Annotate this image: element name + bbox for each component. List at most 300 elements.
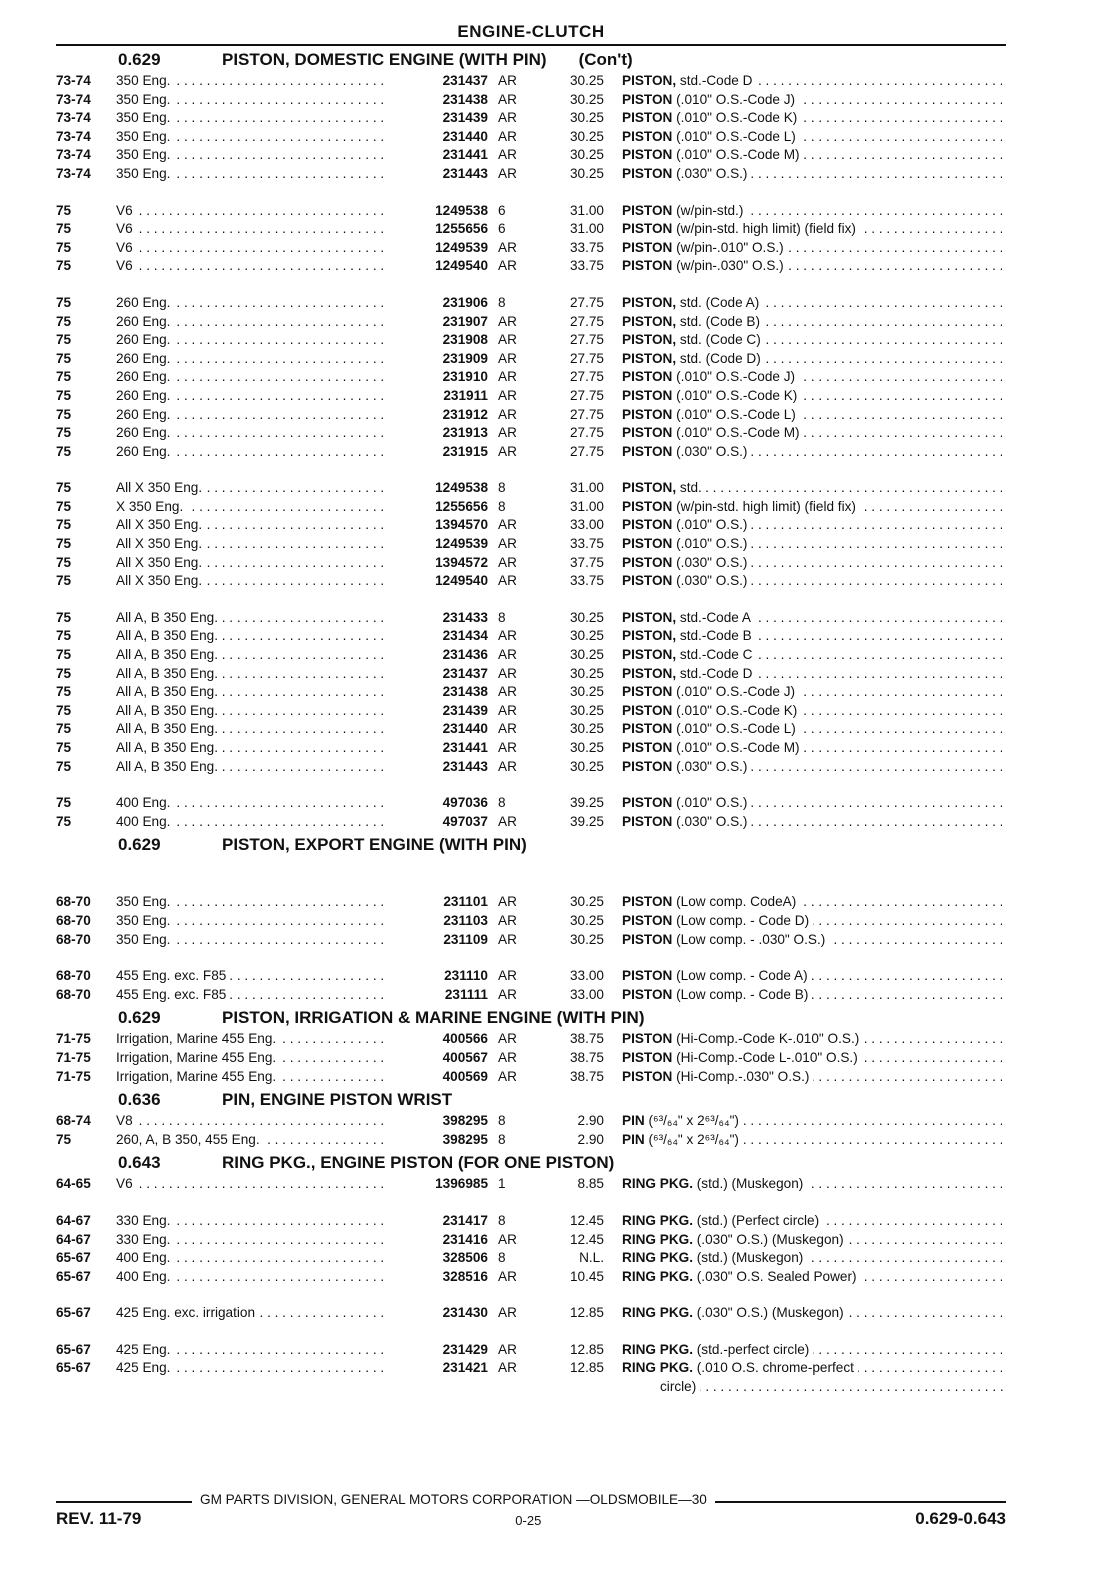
price-cell: 30.25 — [569, 665, 604, 681]
year-cell: 73-74 — [56, 91, 91, 107]
part-number-cell: 231110 — [444, 968, 488, 984]
table-row — [56, 1112, 1006, 1131]
description-cell — [622, 257, 1002, 276]
quantity-cell: AR — [498, 647, 517, 663]
application-cell — [116, 387, 388, 406]
description-detail: (.030" O.S. Sealed Power) — [696, 1268, 857, 1284]
quantity-cell: AR — [498, 147, 517, 163]
description-text — [622, 721, 800, 736]
description-keyword: RING PKG. — [622, 1341, 693, 1357]
description-keyword: PISTON — [622, 813, 673, 829]
application-cell — [116, 609, 388, 628]
part-number-cell: 231416 — [442, 1231, 488, 1247]
price-cell: 30.25 — [569, 128, 604, 144]
application-text: V6 — [116, 240, 137, 255]
description-cell — [622, 893, 1002, 912]
application-cell — [116, 91, 388, 110]
quantity-cell: AR — [498, 239, 517, 255]
description-keyword: PISTON, — [622, 628, 677, 644]
part-number-cell: 400567 — [442, 1049, 488, 1065]
application-cell — [116, 1112, 388, 1131]
description-text — [622, 610, 755, 625]
description-text — [622, 388, 801, 403]
price-cell: 30.25 — [569, 931, 604, 947]
quantity-cell: 8 — [498, 795, 506, 811]
description-detail: (w/pin-std. high limit) (field fix) — [676, 221, 856, 237]
application-cell — [116, 1268, 388, 1287]
price-cell: 30.25 — [569, 91, 604, 107]
table-row — [56, 202, 1006, 221]
year-cell: 71-75 — [56, 1031, 91, 1047]
application-cell — [116, 331, 388, 350]
year-cell: 68-70 — [56, 986, 91, 1002]
description-detail: std.-Code B — [679, 628, 752, 644]
description-text — [622, 536, 751, 551]
quantity-cell: AR — [498, 702, 517, 718]
description-cell — [622, 627, 1002, 646]
application-cell — [116, 146, 388, 165]
description-keyword: RING PKG. — [622, 1305, 693, 1321]
description-text — [622, 407, 800, 422]
price-cell: 31.00 — [569, 480, 604, 496]
description-keyword: PISTON — [622, 498, 673, 514]
footer-rule-right — [715, 1501, 1006, 1503]
price-cell: 30.25 — [569, 73, 604, 88]
table-row — [56, 720, 1006, 739]
description-text — [622, 1342, 813, 1357]
description-text — [622, 203, 747, 218]
part-number-cell: 231433 — [442, 609, 488, 625]
description-text — [622, 166, 751, 181]
application-cell — [116, 1341, 388, 1360]
table-row — [56, 794, 1006, 813]
table-row — [56, 1030, 1006, 1049]
application-text: All A, B 350 Eng. — [116, 759, 222, 774]
description-detail: std.-Code D — [679, 73, 753, 88]
price-cell: 33.75 — [569, 536, 604, 552]
application-text: Irrigation, Marine 455 Eng. — [116, 1031, 280, 1046]
description-text — [622, 684, 799, 699]
footer-range: 0.629-0.643 — [915, 1509, 1006, 1528]
application-cell — [116, 931, 388, 950]
year-cell: 73-74 — [56, 128, 91, 144]
price-cell: 38.75 — [569, 1068, 604, 1084]
price-cell: 33.00 — [569, 986, 604, 1002]
table-row — [56, 257, 1006, 276]
description-keyword: PISTON — [622, 221, 673, 237]
application-cell — [116, 1249, 388, 1268]
year-cell: 68-70 — [56, 912, 91, 928]
description-cell — [622, 498, 1002, 517]
price-cell: 33.75 — [569, 573, 604, 589]
part-number-cell: 231101 — [443, 894, 488, 910]
section-number: 0.629 — [118, 1008, 161, 1028]
application-text: V6 — [116, 1176, 137, 1191]
description-detail: (Hi-Comp.-Code K-.010" O.S.) — [676, 1031, 860, 1047]
application-text: 260, A, B 350, 455 Eng. — [116, 1132, 264, 1147]
application-cell — [116, 627, 388, 646]
year-cell: 75 — [56, 517, 72, 533]
table-row — [56, 739, 1006, 758]
part-number-cell: 1249538 — [435, 480, 488, 496]
year-cell: 75 — [56, 202, 72, 218]
description-text — [622, 129, 800, 144]
quantity-cell: AR — [498, 554, 517, 570]
description-cell — [622, 758, 1002, 777]
application-cell — [116, 479, 388, 498]
table-row — [56, 572, 1006, 591]
part-number-cell: 231437 — [442, 665, 488, 681]
group-spacer — [56, 591, 1006, 609]
description-cell — [622, 516, 1002, 535]
description-cell — [622, 986, 1002, 1005]
price-cell: 30.25 — [569, 110, 604, 126]
price-cell: 33.00 — [569, 968, 604, 984]
description-text — [622, 666, 756, 681]
description-text — [622, 73, 756, 88]
description-cell — [622, 128, 1002, 147]
year-cell: 68-70 — [56, 968, 91, 984]
part-number-cell: 231111 — [444, 986, 488, 1002]
application-text: 260 Eng. — [116, 369, 174, 384]
quantity-cell: AR — [498, 73, 517, 88]
section-heading — [118, 50, 1006, 70]
year-cell: 75 — [56, 406, 72, 422]
table-row — [56, 986, 1006, 1005]
quantity-cell: AR — [498, 986, 517, 1002]
part-number-cell: 398295 — [442, 1113, 488, 1129]
price-cell: 27.75 — [569, 425, 604, 441]
description-text — [622, 332, 765, 347]
application-text: V6 — [116, 203, 137, 218]
part-number-cell: 231440 — [442, 128, 488, 144]
part-number-cell: 231915 — [442, 443, 488, 459]
quantity-cell: 8 — [498, 1113, 506, 1129]
description-cell — [622, 967, 1002, 986]
description-detail: (.010" O.S.-Code L) — [676, 721, 796, 737]
quantity-cell: AR — [498, 258, 517, 274]
quantity-cell: AR — [498, 1305, 517, 1321]
year-cell: 75 — [56, 609, 72, 625]
description-keyword: RING PKG. — [622, 1268, 693, 1284]
part-number-cell: 231429 — [442, 1341, 488, 1357]
quantity-cell: AR — [498, 573, 517, 589]
price-cell: 30.25 — [569, 721, 604, 737]
description-keyword: PISTON — [622, 702, 673, 718]
description-text — [622, 221, 860, 236]
year-cell: 75 — [56, 221, 72, 237]
quantity-cell: AR — [498, 387, 517, 403]
application-cell — [116, 72, 388, 91]
year-cell: 65-67 — [56, 1360, 91, 1376]
description-cell — [622, 572, 1002, 591]
description-continued: circle) — [660, 1379, 700, 1394]
group-spacer — [56, 276, 1006, 294]
page-footer — [56, 1492, 1006, 1529]
price-cell: 30.25 — [569, 628, 604, 644]
price-cell: 31.00 — [569, 202, 604, 218]
description-text — [622, 295, 763, 310]
application-text: V8 — [116, 1113, 137, 1128]
description-keyword: PISTON, — [622, 609, 677, 625]
description-cell — [622, 1341, 1002, 1360]
description-text — [622, 1360, 858, 1375]
description-cell — [660, 1378, 1006, 1397]
application-text: 350 Eng. — [116, 147, 174, 162]
description-keyword: RING PKG. — [622, 1360, 693, 1376]
description-text — [622, 1176, 807, 1191]
price-cell: 30.25 — [569, 702, 604, 718]
description-detail: (.010" O.S.-Code K) — [676, 387, 798, 403]
table-row — [56, 758, 1006, 777]
price-cell: 30.25 — [569, 684, 604, 700]
description-text — [622, 351, 765, 366]
application-cell — [116, 554, 388, 573]
description-detail: (std.-perfect circle) — [696, 1341, 810, 1357]
description-text — [622, 314, 764, 329]
description-detail: std. (Code D) — [679, 350, 761, 366]
description-cell — [622, 665, 1002, 684]
table-row — [56, 239, 1006, 258]
table-row — [56, 1304, 1006, 1323]
application-cell — [116, 1068, 388, 1087]
description-keyword: PISTON — [622, 239, 673, 255]
part-number-cell: 1394570 — [435, 517, 488, 533]
description-cell — [622, 331, 1002, 350]
quantity-cell: AR — [498, 968, 517, 984]
description-text — [622, 92, 799, 107]
part-number-cell: 231439 — [442, 110, 488, 126]
table-row — [56, 128, 1006, 147]
quantity-cell: AR — [498, 912, 517, 928]
application-text: All A, B 350 Eng. — [116, 610, 222, 625]
part-number-cell: 1249539 — [435, 239, 488, 255]
table-row — [56, 813, 1006, 832]
application-text: 260 Eng. — [116, 407, 174, 422]
footer-division: GM PARTS DIVISION, GENERAL MOTORS CORPORATION —OLDSMOBILE—30 — [200, 1492, 707, 1507]
year-cell: 75 — [56, 721, 72, 737]
quantity-cell: 1 — [498, 1176, 506, 1192]
description-text — [622, 1132, 743, 1147]
price-cell: 38.75 — [569, 1031, 604, 1047]
quantity-cell: AR — [498, 443, 517, 459]
quantity-cell: 8 — [498, 1212, 506, 1228]
section-title: RING PKG., ENGINE PISTON (FOR ONE PISTON) — [222, 1153, 615, 1173]
year-cell: 75 — [56, 425, 72, 441]
table-row — [56, 554, 1006, 573]
description-cell — [622, 1212, 1002, 1231]
year-cell: 71-75 — [56, 1049, 91, 1065]
section-number: 0.643 — [118, 1153, 161, 1173]
quantity-cell: 8 — [498, 1131, 506, 1147]
description-keyword: PISTON — [622, 986, 673, 1002]
quantity-cell: AR — [498, 665, 517, 681]
application-cell — [116, 516, 388, 535]
year-cell: 75 — [56, 758, 72, 774]
description-keyword: PIN — [622, 1131, 645, 1147]
table-row — [56, 646, 1006, 665]
part-number-cell: 328516 — [442, 1268, 488, 1284]
application-cell — [116, 1175, 388, 1194]
table-row — [56, 1268, 1006, 1287]
year-cell: 65-67 — [56, 1305, 91, 1321]
description-detail: (.030" O.S.) — [676, 443, 748, 459]
price-cell: 27.75 — [569, 350, 604, 366]
section-heading — [118, 1153, 1006, 1173]
application-text: 260 Eng. — [116, 314, 174, 329]
description-detail: std.-Code C — [679, 647, 753, 663]
description-text — [622, 1069, 813, 1084]
catalog-page — [56, 20, 1006, 1397]
quantity-cell: AR — [498, 1360, 517, 1376]
description-text — [622, 894, 800, 909]
application-text: 330 Eng. — [116, 1232, 174, 1247]
description-detail: (.010" O.S.-Code J) — [676, 369, 796, 385]
description-detail: std.-Code D — [679, 665, 753, 681]
quantity-cell: AR — [498, 313, 517, 329]
table-row — [56, 350, 1006, 369]
price-cell: 12.45 — [569, 1231, 604, 1247]
group-spacer — [56, 949, 1006, 967]
description-cell — [622, 443, 1002, 462]
description-cell — [622, 1268, 1002, 1287]
quantity-cell: 8 — [498, 294, 506, 310]
description-keyword: PISTON — [622, 202, 673, 218]
year-cell: 65-67 — [56, 1250, 91, 1266]
group-spacer — [56, 1194, 1006, 1212]
application-cell — [116, 986, 388, 1005]
table-row — [56, 683, 1006, 702]
description-detail: std. (Code C) — [679, 332, 761, 348]
year-cell: 73-74 — [56, 110, 91, 126]
application-cell — [116, 443, 388, 462]
application-cell — [116, 350, 388, 369]
description-detail: (Low comp. - Code D) — [676, 912, 810, 928]
year-cell: 75 — [56, 369, 72, 385]
application-text: All X 350 Eng. — [116, 573, 206, 588]
application-text: 350 Eng. — [116, 73, 174, 88]
price-cell: 38.75 — [569, 1049, 604, 1065]
description-detail: (.010" O.S.-Code J) — [676, 91, 796, 107]
quantity-cell: AR — [498, 110, 517, 126]
application-text: 350 Eng. — [116, 110, 174, 125]
price-cell: 33.00 — [569, 517, 604, 533]
description-text — [622, 932, 829, 947]
description-keyword: PISTON — [622, 758, 673, 774]
quantity-cell: 8 — [498, 609, 506, 625]
part-number-cell: 497036 — [442, 795, 488, 811]
application-cell — [116, 128, 388, 147]
description-keyword: PISTON — [622, 147, 673, 163]
description-cell — [622, 424, 1002, 443]
description-text — [622, 628, 756, 643]
description-cell — [622, 1304, 1002, 1323]
application-cell — [116, 758, 388, 777]
section-number: 0.629 — [118, 50, 161, 69]
part-number-cell: 231434 — [442, 628, 488, 644]
part-number-cell: 231438 — [442, 684, 488, 700]
year-cell: 68-70 — [56, 931, 91, 947]
description-cell — [622, 479, 1002, 498]
quantity-cell: AR — [498, 721, 517, 737]
description-cell — [622, 535, 1002, 554]
application-text: All X 350 Eng. — [116, 517, 206, 532]
application-cell — [116, 683, 388, 702]
part-number-cell: 231440 — [442, 721, 488, 737]
group-spacer — [56, 776, 1006, 794]
application-cell — [116, 912, 388, 931]
table-row — [56, 1341, 1006, 1360]
application-cell — [116, 720, 388, 739]
application-cell — [116, 239, 388, 258]
description-keyword: PISTON — [622, 406, 673, 422]
application-text: X 350 Eng. — [116, 499, 187, 514]
description-keyword: PISTON — [622, 128, 673, 144]
price-cell: 39.25 — [569, 795, 604, 811]
quantity-cell: AR — [498, 425, 517, 441]
table-row — [56, 406, 1006, 425]
description-text — [622, 968, 812, 983]
price-cell: 12.45 — [569, 1212, 604, 1228]
price-cell: 30.25 — [569, 894, 604, 910]
application-cell — [116, 702, 388, 721]
application-cell — [116, 220, 388, 239]
description-cell — [622, 1112, 1002, 1131]
description-detail: (.010 O.S. chrome-perfect — [696, 1360, 854, 1376]
application-cell — [116, 498, 388, 517]
description-cell — [622, 294, 1002, 313]
description-text — [622, 1232, 848, 1247]
description-detail: (std.) (Perfect circle) — [696, 1212, 820, 1228]
description-cell — [622, 406, 1002, 425]
description-text — [622, 1113, 743, 1128]
price-cell: 30.25 — [569, 758, 604, 774]
description-text — [622, 759, 751, 774]
description-cell — [622, 202, 1002, 221]
quantity-cell: AR — [498, 758, 517, 774]
description-keyword: PIN — [622, 1113, 645, 1129]
quantity-cell: AR — [498, 1031, 517, 1047]
section-title: PIN, ENGINE PISTON WRIST — [222, 1090, 453, 1110]
description-cell — [622, 1049, 1002, 1068]
table-row — [56, 331, 1006, 350]
part-number-cell: 1249538 — [435, 202, 488, 218]
year-cell: 75 — [56, 480, 72, 496]
description-keyword: PISTON, — [622, 665, 677, 681]
application-text: All A, B 350 Eng. — [116, 740, 222, 755]
application-text: 400 Eng. — [116, 814, 174, 829]
quantity-cell: 8 — [498, 498, 506, 514]
quantity-cell: AR — [498, 931, 517, 947]
application-text: 425 Eng. — [116, 1342, 174, 1357]
description-detail: (.030" O.S.) — [676, 165, 748, 181]
description-keyword: RING PKG. — [622, 1176, 693, 1192]
year-cell: 64-67 — [56, 1231, 91, 1247]
description-detail: (Low comp. - .030" O.S.) — [676, 931, 826, 947]
page-header-title: ENGINE-CLUTCH — [457, 22, 605, 41]
application-text: 455 Eng. exc. F85 — [116, 968, 230, 983]
application-text: 260 Eng. — [116, 425, 174, 440]
quantity-cell: AR — [498, 91, 517, 107]
quantity-cell: AR — [498, 536, 517, 552]
table-row — [56, 72, 1006, 91]
application-cell — [116, 813, 388, 832]
quantity-cell: AR — [498, 1049, 517, 1065]
part-number-cell: 231909 — [442, 350, 488, 366]
price-cell: 31.00 — [569, 221, 604, 237]
year-cell: 75 — [56, 239, 72, 255]
description-keyword: RING PKG. — [622, 1231, 693, 1247]
